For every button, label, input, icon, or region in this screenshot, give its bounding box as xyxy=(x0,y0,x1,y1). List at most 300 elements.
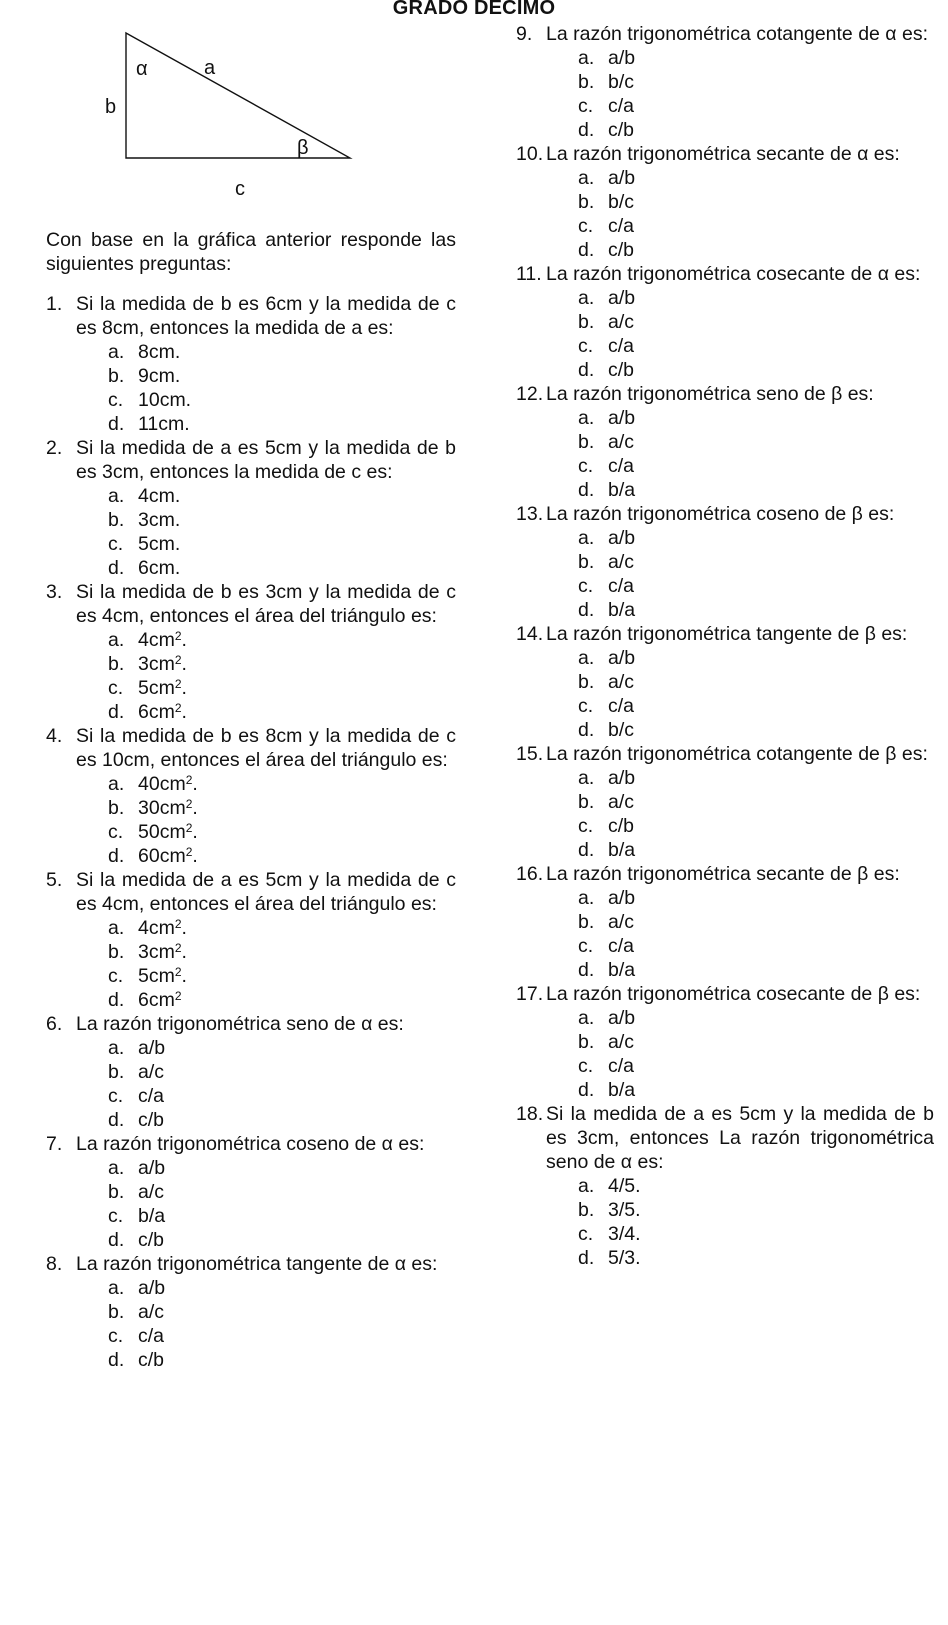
option-text: 60cm xyxy=(138,845,186,867)
question-number: 12. xyxy=(516,383,544,405)
option-text: 4/5. xyxy=(608,1175,641,1197)
option-item xyxy=(578,94,934,118)
question-stem: Si la medida de a es 5cm y la medida de b es 3cm, entonces la medida de c es: xyxy=(76,437,456,483)
option-text: b/c xyxy=(608,71,635,93)
option-text: c/a xyxy=(608,455,635,477)
option-item xyxy=(578,406,934,430)
option-item xyxy=(108,1276,456,1300)
options-list xyxy=(76,628,456,724)
option-letter: d. xyxy=(108,989,125,1011)
option-item xyxy=(578,910,934,934)
question-stem: La razón trigonométrica secante de α es: xyxy=(546,143,900,165)
option-letter: a. xyxy=(108,773,125,795)
option-text: a/b xyxy=(608,167,636,189)
option-suffix: . xyxy=(181,701,187,723)
option-text: 5/3. xyxy=(608,1247,641,1269)
option-item xyxy=(578,286,934,310)
option-letter: d. xyxy=(578,1247,595,1269)
question-stem: Si la medida de a es 5cm y la medida de b es 3cm, entonces La razón trigonométrica seno de α es: xyxy=(546,1103,934,1173)
option-superscript: 2 xyxy=(185,821,193,835)
option-letter: c. xyxy=(108,389,124,411)
question-10 xyxy=(516,142,934,262)
option-letter: b. xyxy=(578,671,595,693)
question-number: 13. xyxy=(516,503,544,525)
option-letter: d. xyxy=(578,599,595,621)
option-suffix: . xyxy=(192,845,198,867)
options-list xyxy=(76,772,456,868)
option-letter: c. xyxy=(108,1205,124,1227)
question-number: 8. xyxy=(46,1253,63,1275)
options-list xyxy=(76,1276,456,1372)
option-item xyxy=(578,166,934,190)
question-2 xyxy=(46,436,456,580)
option-item xyxy=(578,70,934,94)
option-item xyxy=(578,1030,934,1054)
option-text: b/a xyxy=(608,839,636,861)
option-text: 30cm xyxy=(138,797,186,819)
option-item xyxy=(108,628,456,652)
option-letter: c. xyxy=(578,95,594,117)
option-letter: c. xyxy=(108,677,124,699)
option-letter: d. xyxy=(578,119,595,141)
question-5 xyxy=(46,868,456,1012)
question-6 xyxy=(46,1012,456,1132)
question-stem: La razón trigonométrica secante de β es: xyxy=(546,863,900,885)
question-1 xyxy=(46,292,456,436)
option-suffix: . xyxy=(192,821,198,843)
option-letter: c. xyxy=(578,695,594,717)
option-text: 5cm xyxy=(138,965,175,987)
option-item xyxy=(578,478,934,502)
option-superscript: 2 xyxy=(185,797,193,811)
option-text: 3/4. xyxy=(608,1223,641,1245)
question-16 xyxy=(516,862,934,982)
option-text: 6cm. xyxy=(138,557,181,579)
question-number: 16. xyxy=(516,863,544,885)
option-text: a/b xyxy=(608,47,636,69)
question-stem: La razón trigonométrica coseno de α es: xyxy=(76,1133,425,1155)
option-item xyxy=(578,694,934,718)
question-number: 17. xyxy=(516,983,544,1005)
option-text: c/a xyxy=(608,935,635,957)
option-text: c/b xyxy=(608,359,635,381)
option-text: c/b xyxy=(608,119,635,141)
question-number: 2. xyxy=(46,437,63,459)
option-text: 10cm. xyxy=(138,389,192,411)
question-stem: Si la medida de b es 8cm y la medida de c es 10cm, entonces el área del triángulo es: xyxy=(76,725,456,771)
option-letter: c. xyxy=(578,215,594,237)
option-letter: c. xyxy=(578,815,594,837)
option-letter: d. xyxy=(108,1229,125,1251)
option-item xyxy=(108,532,456,556)
option-item xyxy=(578,934,934,958)
option-text: b/c xyxy=(608,191,635,213)
option-letter: a. xyxy=(108,629,125,651)
option-superscript: 2 xyxy=(174,965,182,979)
option-item xyxy=(578,358,934,382)
option-item xyxy=(578,958,934,982)
option-superscript: 2 xyxy=(174,629,182,643)
options-list xyxy=(546,526,934,622)
question-number: 7. xyxy=(46,1133,63,1155)
option-letter: d. xyxy=(578,479,595,501)
option-item xyxy=(108,1180,456,1204)
option-text: a/b xyxy=(608,887,636,909)
options-list xyxy=(76,340,456,436)
option-letter: d. xyxy=(108,1109,125,1131)
option-letter: d. xyxy=(578,1079,595,1101)
intro-text: Con base en la gráfica anterior responde las siguientes preguntas: xyxy=(46,229,456,275)
option-item xyxy=(108,388,456,412)
option-superscript: 2 xyxy=(174,941,182,955)
option-letter: b. xyxy=(578,1031,595,1053)
option-letter: b. xyxy=(108,653,125,675)
option-item xyxy=(108,796,456,820)
options-list xyxy=(546,46,934,142)
option-letter: a. xyxy=(578,767,595,789)
question-17 xyxy=(516,982,934,1102)
option-item xyxy=(578,214,934,238)
options-list xyxy=(546,406,934,502)
option-item xyxy=(578,430,934,454)
option-letter: b. xyxy=(578,911,595,933)
option-letter: b. xyxy=(108,1181,125,1203)
label-c: c xyxy=(235,178,245,200)
option-letter: a. xyxy=(578,887,595,909)
option-letter: b. xyxy=(108,365,125,387)
label-alpha: α xyxy=(136,58,148,80)
option-text: b/a xyxy=(608,1079,636,1101)
option-letter: a. xyxy=(578,527,595,549)
question-15 xyxy=(516,742,934,862)
option-item xyxy=(578,46,934,70)
option-item xyxy=(108,652,456,676)
option-item xyxy=(578,1174,934,1198)
option-item xyxy=(578,526,934,550)
option-text: 8cm. xyxy=(138,341,181,363)
option-text: a/b xyxy=(138,1277,166,1299)
option-item xyxy=(108,1036,456,1060)
question-stem: Si la medida de b es 3cm y la medida de c es 4cm, entonces el área del triángulo es: xyxy=(76,581,456,627)
option-letter: c. xyxy=(108,1325,124,1347)
option-item xyxy=(108,1084,456,1108)
option-letter: b. xyxy=(578,431,595,453)
option-item xyxy=(578,670,934,694)
option-text: a/c xyxy=(608,551,635,573)
option-item xyxy=(108,1300,456,1324)
question-number: 9. xyxy=(516,23,533,45)
option-item xyxy=(108,1204,456,1228)
option-item xyxy=(108,820,456,844)
option-letter: d. xyxy=(578,959,595,981)
question-12 xyxy=(516,382,934,502)
options-list xyxy=(546,646,934,742)
option-letter: b. xyxy=(108,509,125,531)
option-item xyxy=(578,574,934,598)
option-item xyxy=(108,1108,456,1132)
option-letter: d. xyxy=(578,359,595,381)
option-text: a/c xyxy=(608,311,635,333)
question-number: 3. xyxy=(46,581,63,603)
option-suffix: . xyxy=(181,653,187,675)
option-suffix: . xyxy=(181,677,187,699)
question-14 xyxy=(516,622,934,742)
option-item xyxy=(578,310,934,334)
options-list xyxy=(546,166,934,262)
option-item xyxy=(108,1228,456,1252)
option-item xyxy=(578,766,934,790)
question-number: 18. xyxy=(516,1103,544,1125)
option-item xyxy=(108,964,456,988)
right-triangle-figure xyxy=(100,28,370,208)
option-item xyxy=(108,508,456,532)
option-item xyxy=(108,412,456,436)
option-text: 6cm xyxy=(138,989,175,1011)
option-letter: b. xyxy=(108,797,125,819)
option-letter: a. xyxy=(108,1037,125,1059)
option-letter: c. xyxy=(578,1223,594,1245)
question-stem: La razón trigonométrica cotangente de α es: xyxy=(546,23,929,45)
option-text: a/b xyxy=(138,1037,166,1059)
option-letter: d. xyxy=(108,413,125,435)
option-item xyxy=(578,886,934,910)
option-text: 5cm xyxy=(138,677,175,699)
option-item xyxy=(578,1246,934,1270)
option-text: c/b xyxy=(138,1109,165,1131)
option-text: 3cm xyxy=(138,941,175,963)
options-list xyxy=(546,886,934,982)
option-item xyxy=(578,454,934,478)
option-text: a/b xyxy=(608,407,636,429)
option-text: 50cm xyxy=(138,821,186,843)
option-item xyxy=(108,1060,456,1084)
question-11 xyxy=(516,262,934,382)
question-number: 4. xyxy=(46,725,63,747)
question-number: 10. xyxy=(516,143,544,165)
page-title: GRADO DECIMO xyxy=(392,0,556,19)
option-item xyxy=(108,364,456,388)
option-text: a/b xyxy=(608,647,636,669)
option-text: 9cm. xyxy=(138,365,181,387)
question-9 xyxy=(516,22,934,142)
option-text: 40cm xyxy=(138,773,186,795)
option-text: c/a xyxy=(608,215,635,237)
option-text: c/b xyxy=(138,1349,165,1371)
option-item xyxy=(578,550,934,574)
option-item xyxy=(108,988,456,1012)
option-letter: a. xyxy=(578,287,595,309)
question-number: 15. xyxy=(516,743,544,765)
option-text: a/b xyxy=(608,767,636,789)
option-item xyxy=(108,700,456,724)
option-suffix: . xyxy=(181,965,187,987)
option-text: a/c xyxy=(138,1061,165,1083)
option-item xyxy=(578,1006,934,1030)
option-letter: d. xyxy=(108,701,125,723)
option-item xyxy=(578,118,934,142)
options-list xyxy=(76,484,456,580)
option-letter: d. xyxy=(578,839,595,861)
option-superscript: 2 xyxy=(174,701,182,715)
question-stem: La razón trigonométrica seno de α es: xyxy=(76,1013,404,1035)
option-text: c/a xyxy=(608,575,635,597)
option-text: a/c xyxy=(608,1031,635,1053)
question-stem: La razón trigonométrica cosecante de α es: xyxy=(546,263,921,285)
question-number: 1. xyxy=(46,293,63,315)
option-letter: c. xyxy=(108,1085,124,1107)
options-list xyxy=(546,1174,934,1270)
option-item xyxy=(578,238,934,262)
option-text: 11cm. xyxy=(138,413,190,435)
option-text: a/c xyxy=(608,911,635,933)
option-letter: b. xyxy=(578,311,595,333)
option-text: c/a xyxy=(138,1325,165,1347)
option-text: b/a xyxy=(608,599,636,621)
question-3 xyxy=(46,580,456,724)
option-item xyxy=(578,334,934,358)
option-text: a/b xyxy=(138,1157,166,1179)
question-stem: La razón trigonométrica tangente de β es: xyxy=(546,623,908,645)
option-item xyxy=(108,772,456,796)
option-superscript: 2 xyxy=(174,653,182,667)
option-item xyxy=(108,1324,456,1348)
question-stem: La razón trigonométrica coseno de β es: xyxy=(546,503,895,525)
question-stem: La razón trigonométrica tangente de α es: xyxy=(76,1253,438,1275)
option-item xyxy=(578,190,934,214)
option-item xyxy=(578,1078,934,1102)
triangle-shape xyxy=(126,33,350,158)
option-letter: a. xyxy=(108,1277,125,1299)
option-letter: a. xyxy=(108,341,125,363)
option-letter: d. xyxy=(578,719,595,741)
question-7 xyxy=(46,1132,456,1252)
option-item xyxy=(108,676,456,700)
option-text: 4cm. xyxy=(138,485,181,507)
label-b: b xyxy=(105,96,117,118)
option-letter: a. xyxy=(578,647,595,669)
option-item xyxy=(578,1054,934,1078)
option-text: c/a xyxy=(608,1055,635,1077)
option-text: a/b xyxy=(608,287,636,309)
option-suffix: . xyxy=(192,773,198,795)
option-letter: a. xyxy=(578,47,595,69)
label-a: a xyxy=(204,57,216,79)
option-item xyxy=(578,838,934,862)
option-item xyxy=(108,484,456,508)
option-item xyxy=(578,1198,934,1222)
label-beta: β xyxy=(297,137,309,159)
question-4 xyxy=(46,724,456,868)
options-list xyxy=(76,1156,456,1252)
question-number: 11. xyxy=(516,263,542,285)
option-item xyxy=(108,340,456,364)
option-text: a/b xyxy=(608,527,636,549)
option-text: 3/5. xyxy=(608,1199,641,1221)
option-text: a/c xyxy=(608,791,635,813)
option-text: c/a xyxy=(608,335,635,357)
question-13 xyxy=(516,502,934,622)
option-superscript: 2 xyxy=(185,845,193,859)
options-list xyxy=(546,766,934,862)
option-suffix: . xyxy=(181,629,187,651)
option-item xyxy=(108,916,456,940)
option-item xyxy=(108,1348,456,1372)
option-item xyxy=(108,1156,456,1180)
option-text: b/a xyxy=(608,959,636,981)
option-letter: c. xyxy=(578,335,594,357)
option-letter: d. xyxy=(108,845,125,867)
right-column xyxy=(516,22,934,1270)
option-text: 6cm xyxy=(138,701,175,723)
left-column xyxy=(46,292,456,1372)
option-letter: c. xyxy=(108,533,124,555)
question-stem: La razón trigonométrica cotangente de β es: xyxy=(546,743,928,765)
option-letter: a. xyxy=(578,407,595,429)
option-text: a/c xyxy=(608,671,635,693)
option-text: c/b xyxy=(608,239,635,261)
question-number: 6. xyxy=(46,1013,63,1035)
option-text: a/c xyxy=(138,1301,165,1323)
option-suffix: . xyxy=(181,941,187,963)
option-item xyxy=(578,718,934,742)
option-letter: c. xyxy=(578,455,594,477)
option-superscript: 2 xyxy=(174,917,182,931)
option-letter: c. xyxy=(108,965,124,987)
question-number: 14. xyxy=(516,623,544,645)
option-superscript: 2 xyxy=(174,989,182,1003)
question-stem: La razón trigonométrica cosecante de β es: xyxy=(546,983,921,1005)
option-item xyxy=(108,556,456,580)
option-letter: a. xyxy=(108,485,125,507)
option-text: 5cm. xyxy=(138,533,181,555)
question-stem: Si la medida de b es 6cm y la medida de c es 8cm, entonces la medida de a es: xyxy=(76,293,456,339)
option-text: 3cm xyxy=(138,653,175,675)
options-list xyxy=(76,916,456,1012)
option-letter: c. xyxy=(108,821,124,843)
option-text: b/a xyxy=(608,479,636,501)
option-letter: a. xyxy=(578,1175,595,1197)
option-item xyxy=(578,646,934,670)
option-item xyxy=(578,598,934,622)
option-item xyxy=(108,940,456,964)
option-superscript: 2 xyxy=(174,677,182,691)
options-list xyxy=(546,286,934,382)
option-letter: b. xyxy=(108,1061,125,1083)
option-text: c/a xyxy=(608,95,635,117)
option-letter: b. xyxy=(578,71,595,93)
option-text: a/b xyxy=(608,1007,636,1029)
option-text: 4cm xyxy=(138,917,175,939)
option-letter: b. xyxy=(108,941,125,963)
options-list xyxy=(76,1036,456,1132)
option-item xyxy=(108,844,456,868)
option-letter: a. xyxy=(578,1007,595,1029)
option-letter: d. xyxy=(108,557,125,579)
question-number: 5. xyxy=(46,869,63,891)
option-suffix: . xyxy=(181,917,187,939)
option-letter: b. xyxy=(108,1301,125,1323)
option-text: c/b xyxy=(138,1229,165,1251)
option-text: c/a xyxy=(138,1085,165,1107)
option-letter: b. xyxy=(578,551,595,573)
option-letter: a. xyxy=(578,167,595,189)
option-letter: a. xyxy=(108,1157,125,1179)
option-letter: b. xyxy=(578,1199,595,1221)
option-suffix: . xyxy=(192,797,198,819)
option-letter: c. xyxy=(578,1055,594,1077)
option-letter: b. xyxy=(578,191,595,213)
option-text: c/b xyxy=(608,815,635,837)
